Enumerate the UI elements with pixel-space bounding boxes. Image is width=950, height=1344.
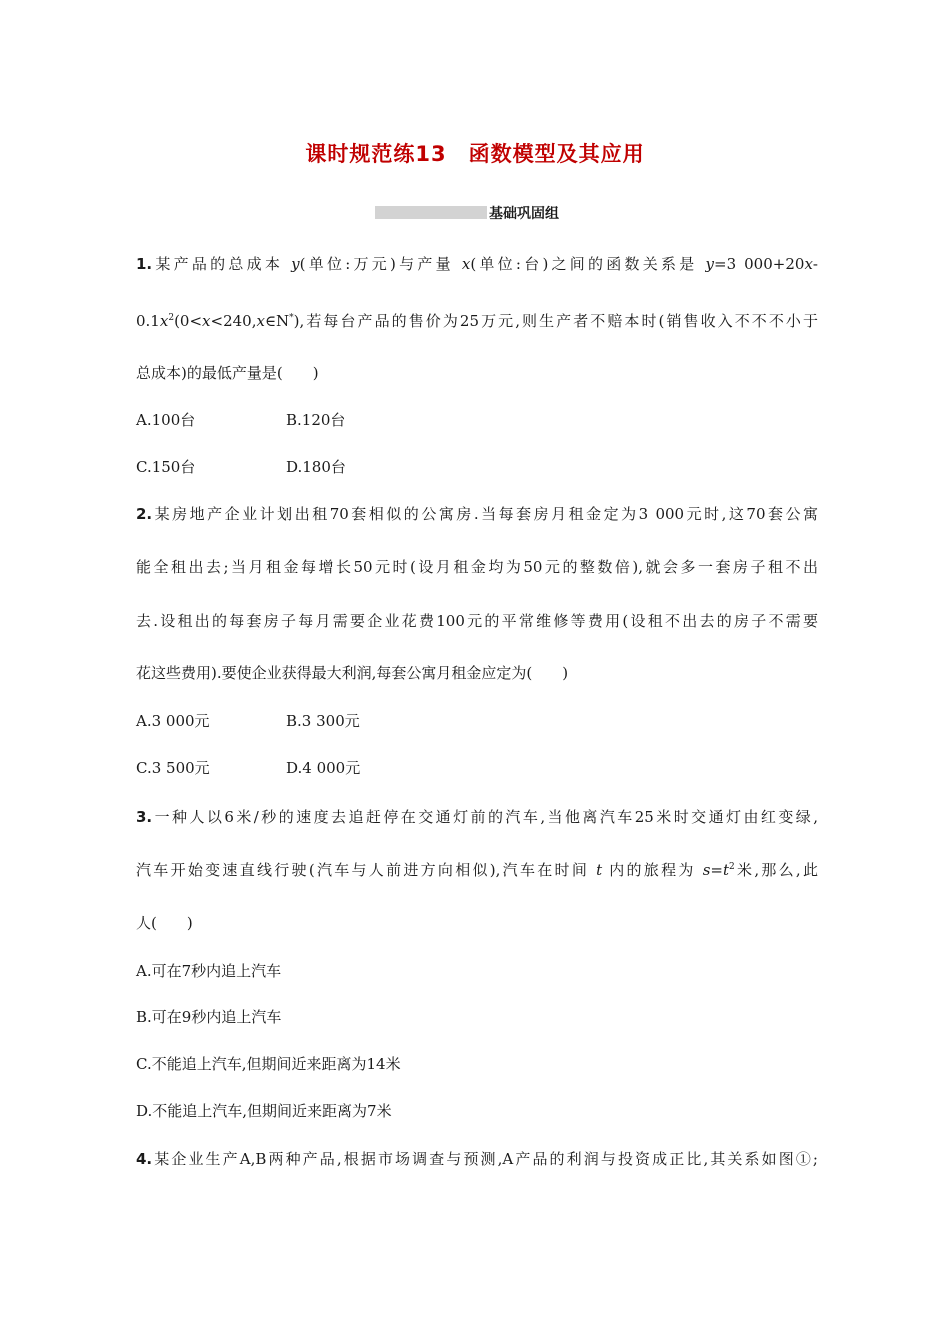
q3-line-1: 3.一种人以6米/秒的速度去追赶停在交通灯前的汽车,当他离汽车25米时交通灯由红变绿, xyxy=(136,808,818,826)
q3-line-2: 汽车开始变速直线行驶(汽车与人前进方向相似),汽车在时间 t 内的旅程为 $s=t^2$米,那么,此 xyxy=(136,861,818,879)
q2-line-3: 去.设租出的每套房子每月需要企业花费100元的平常维修等费用(设租不出去的房子不需要 xyxy=(136,612,818,630)
q2-option-b: B.3 300元 xyxy=(286,712,360,730)
q2-number: 2. xyxy=(136,505,153,523)
q2-line-4: 花这些费用).要使企业获得最大利润,每套公寓月租金应定为( ) xyxy=(136,664,569,682)
q1-option-a: A.100台 xyxy=(136,411,196,429)
q2-option-d: D.4 000元 xyxy=(286,759,361,777)
q1-number: 1. xyxy=(136,255,153,273)
q2-line-2: 能全租出去;当月租金每增长50元时(设月租金均为50元的整数倍),就会多一套房子租不出 xyxy=(136,558,818,576)
q2-option-a: A.3 000元 xyxy=(136,712,210,730)
q3-line-3: 人( ) xyxy=(136,914,193,932)
section-label: 基础巩固组 xyxy=(489,206,559,222)
q1-option-d: D.180台 xyxy=(286,458,346,476)
q3-option-a: A.可在7秒内追上汽车 xyxy=(136,962,282,980)
q1-option-b: B.120台 xyxy=(286,411,346,429)
q1-line-1: 1.某产品的总成本 y(单位:万元)与产量 x(单位:台)之间的函数关系是 y=3 000+20x- xyxy=(136,255,818,273)
q2-line-1: 2.某房地产企业计划出租70套相似的公寓房.当每套房月租金定为3 000元时,这70套公寓 xyxy=(136,505,818,523)
q3-number: 3. xyxy=(136,808,153,826)
section-bar xyxy=(375,206,487,219)
q3-option-c: C.不能追上汽车,但期间近来距离为14米 xyxy=(136,1055,401,1073)
q4-number: 4. xyxy=(136,1150,153,1168)
q3-option-b: B.可在9秒内追上汽车 xyxy=(136,1008,282,1026)
q4-line-1: 4.某企业生产A,B两种产品,根据市场调查与预测,A产品的利润与投资成正比,其关系如图①; xyxy=(136,1150,818,1168)
page-title: 课时规范练13 函数模型及其应用 xyxy=(305,142,645,166)
q1-line-2: $0.1x^2(0<x<240,x\in N^*)$,若每台产品的售价为25万元,则生产者不赔本时(销售收入不不不小于 xyxy=(136,312,818,330)
q1-line-3: 总成本)的最低产量是( ) xyxy=(136,364,319,382)
q3-option-d: D.不能追上汽车,但期间近来距离为7米 xyxy=(136,1102,392,1120)
q2-option-c: C.3 500元 xyxy=(136,759,210,777)
q1-option-c: C.150台 xyxy=(136,458,196,476)
